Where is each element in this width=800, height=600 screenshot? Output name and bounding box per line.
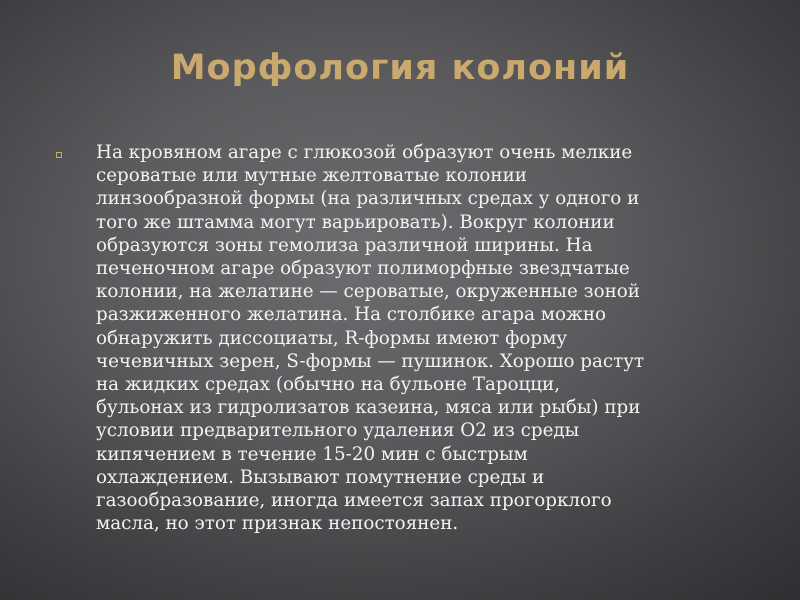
slide-title: Морфология колоний — [170, 48, 630, 88]
square-bullet-icon — [56, 152, 62, 158]
bullet-text: На кровяном агаре с глюкозой образуют очень мелкие сероватые или мутные желтоватые колонии линзообразной формы (на различных средах у одного и того же штамма могут варьировать). Вокруг колонии образуются зоны гемолиза различной ширины. На печеночном агаре образуют полиморфные звездчатые колонии, на желатине — сероватые, окруженные зоной разжиженного желатина. На столбике агара можно обнаружить диссоциаты, R-формы имеют форму чечевичных зерен, S-формы — пушинок. Хорошо растут на жидких средах (обычно на бульоне Тароцци, бульонах из гидролизатов казеина, мяса или рыбы) при условии предварительного удаления О2 из среды кипячением в течение 15-20 мин с быстрым охлаждением. Вызывают помутнение среды и газообразование, иногда имеется запах прогорклого масла, но этот признак непостоянен. — [96, 142, 645, 535]
